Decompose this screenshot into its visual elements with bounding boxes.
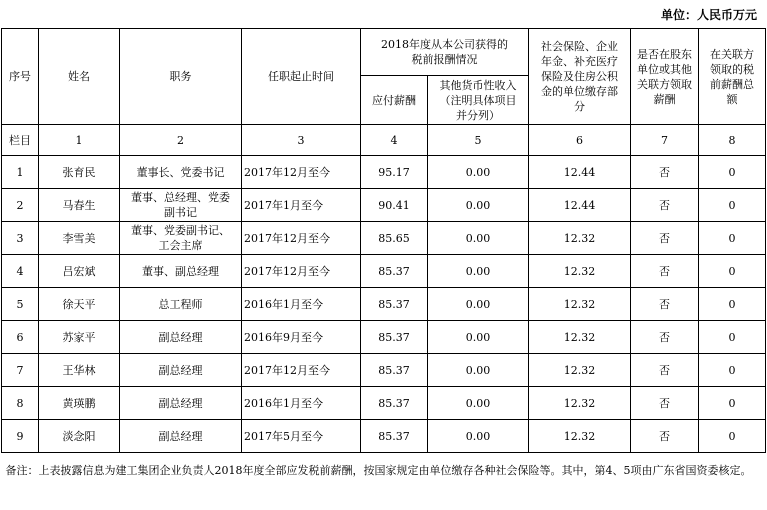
- cell-seq: 4: [2, 255, 39, 288]
- note-row: [2, 453, 766, 504]
- table-row: [2, 255, 766, 288]
- cell-term: 2016年1月至今: [242, 387, 361, 420]
- cell-seq: 8: [2, 387, 39, 420]
- cell-name: 王华林: [39, 354, 120, 387]
- cell-related-flag: 否: [631, 255, 699, 288]
- cell-social: 12.32: [529, 255, 631, 288]
- cell-term: 2017年12月至今: [242, 255, 361, 288]
- cell-name: 苏家平: [39, 321, 120, 354]
- cell-other-income: 0.00: [428, 420, 529, 453]
- label-cell: 栏目: [2, 125, 39, 156]
- cell-name: 淡念阳: [39, 420, 120, 453]
- cell-related-pay: 0: [699, 420, 766, 453]
- table-note: 备注：上表披露信息为建工集团企业负责人2018年度全部应发税前薪酬，按国家规定由单位缴存各种社会保险等。其中，第4、5项由广东省国资委核定。: [2, 453, 766, 504]
- header-social: 社会保险、企业年金、补充医疗保险及住房公积金的单位缴存部分: [529, 29, 631, 125]
- cell-position: 董事、副总经理: [120, 255, 242, 288]
- cell-salary: 95.17: [361, 156, 428, 189]
- cell-related-flag: 否: [631, 321, 699, 354]
- cell-seq: 6: [2, 321, 39, 354]
- label-cell: 5: [428, 125, 529, 156]
- cell-social: 12.32: [529, 420, 631, 453]
- label-cell: 7: [631, 125, 699, 156]
- cell-salary: 85.37: [361, 387, 428, 420]
- table-row: [2, 354, 766, 387]
- cell-social: 12.32: [529, 387, 631, 420]
- cell-salary: 85.37: [361, 354, 428, 387]
- cell-social: 12.44: [529, 156, 631, 189]
- header-row-1: [2, 29, 766, 76]
- cell-name: 吕宏斌: [39, 255, 120, 288]
- table-row: [2, 222, 766, 255]
- cell-related-flag: 否: [631, 354, 699, 387]
- cell-salary: 90.41: [361, 189, 428, 222]
- cell-social: 12.32: [529, 222, 631, 255]
- cell-related-flag: 否: [631, 420, 699, 453]
- cell-name: 张育民: [39, 156, 120, 189]
- header-related-flag: 是否在股东单位或其他关联方领取薪酬: [631, 29, 699, 125]
- cell-other-income: 0.00: [428, 222, 529, 255]
- cell-position: 总工程师: [120, 288, 242, 321]
- cell-position: 董事、党委副书记、工会主席: [120, 222, 242, 255]
- header-salary: 应付薪酬: [361, 76, 428, 125]
- cell-term: 2016年1月至今: [242, 288, 361, 321]
- cell-related-flag: 否: [631, 222, 699, 255]
- cell-related-pay: 0: [699, 321, 766, 354]
- table-row: [2, 387, 766, 420]
- label-cell: 6: [529, 125, 631, 156]
- label-cell: 1: [39, 125, 120, 156]
- label-row: [2, 125, 766, 156]
- table-row: [2, 189, 766, 222]
- cell-related-pay: 0: [699, 387, 766, 420]
- cell-other-income: 0.00: [428, 321, 529, 354]
- table-row: [2, 288, 766, 321]
- cell-other-income: 0.00: [428, 387, 529, 420]
- cell-name: 徐天平: [39, 288, 120, 321]
- cell-name: 李雪美: [39, 222, 120, 255]
- cell-term: 2017年12月至今: [242, 354, 361, 387]
- cell-seq: 3: [2, 222, 39, 255]
- cell-related-pay: 0: [699, 255, 766, 288]
- cell-seq: 2: [2, 189, 39, 222]
- cell-position: 副总经理: [120, 321, 242, 354]
- cell-other-income: 0.00: [428, 156, 529, 189]
- cell-position: 副总经理: [120, 420, 242, 453]
- cell-name: 马春生: [39, 189, 120, 222]
- cell-term: 2016年9月至今: [242, 321, 361, 354]
- cell-seq: 7: [2, 354, 39, 387]
- cell-position: 董事、总经理、党委副书记: [120, 189, 242, 222]
- cell-salary: 85.37: [361, 420, 428, 453]
- cell-social: 12.32: [529, 321, 631, 354]
- label-cell: 3: [242, 125, 361, 156]
- cell-related-pay: 0: [699, 222, 766, 255]
- cell-related-flag: 否: [631, 387, 699, 420]
- table-row: [2, 420, 766, 453]
- table-row: [2, 156, 766, 189]
- header-related-pay: 在关联方领取的税前薪酬总额: [699, 29, 766, 125]
- header-name: 姓名: [39, 29, 120, 125]
- cell-social: 12.32: [529, 354, 631, 387]
- cell-related-flag: 否: [631, 156, 699, 189]
- cell-related-pay: 0: [699, 354, 766, 387]
- cell-salary: 85.37: [361, 321, 428, 354]
- cell-social: 12.32: [529, 288, 631, 321]
- cell-term: 2017年12月至今: [242, 222, 361, 255]
- cell-related-pay: 0: [699, 189, 766, 222]
- header-pretax-group: 2018年度从本公司获得的税前报酬情况: [361, 29, 529, 76]
- cell-salary: 85.37: [361, 255, 428, 288]
- table-row: [2, 321, 766, 354]
- header-term: 任职起止时间: [242, 29, 361, 125]
- label-cell: 4: [361, 125, 428, 156]
- cell-social: 12.44: [529, 189, 631, 222]
- cell-term: 2017年1月至今: [242, 189, 361, 222]
- cell-other-income: 0.00: [428, 189, 529, 222]
- header-position: 职务: [120, 29, 242, 125]
- cell-position: 董事长、党委书记: [120, 156, 242, 189]
- cell-name: 黄瑛鹏: [39, 387, 120, 420]
- header-seq: 序号: [2, 29, 39, 125]
- label-cell: 8: [699, 125, 766, 156]
- cell-related-pay: 0: [699, 288, 766, 321]
- cell-seq: 1: [2, 156, 39, 189]
- cell-other-income: 0.00: [428, 255, 529, 288]
- header-other-income: 其他货币性收入（注明具体项目并分列）: [428, 76, 529, 125]
- cell-related-pay: 0: [699, 156, 766, 189]
- cell-term: 2017年5月至今: [242, 420, 361, 453]
- cell-term: 2017年12月至今: [242, 156, 361, 189]
- cell-salary: 85.37: [361, 288, 428, 321]
- cell-seq: 9: [2, 420, 39, 453]
- cell-other-income: 0.00: [428, 288, 529, 321]
- unit-label: 单位：人民币万元: [660, 8, 757, 22]
- cell-seq: 5: [2, 288, 39, 321]
- cell-salary: 85.65: [361, 222, 428, 255]
- cell-position: 副总经理: [120, 387, 242, 420]
- cell-related-flag: 否: [631, 288, 699, 321]
- cell-position: 副总经理: [120, 354, 242, 387]
- table-body: [2, 29, 766, 453]
- label-cell: 2: [120, 125, 242, 156]
- cell-other-income: 0.00: [428, 354, 529, 387]
- compensation-table: [1, 28, 766, 503]
- cell-related-flag: 否: [631, 189, 699, 222]
